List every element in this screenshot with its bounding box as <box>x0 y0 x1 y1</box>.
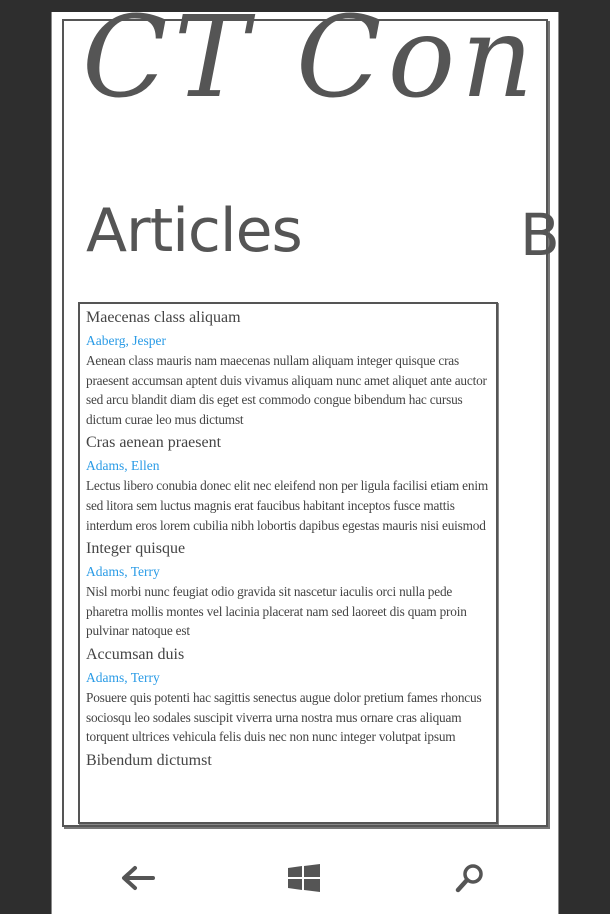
back-button[interactable] <box>118 858 158 898</box>
article-title: Bibendum dictumst <box>86 751 212 769</box>
pivot-header-articles[interactable]: Articles <box>86 196 302 266</box>
app-title: CT Con <box>82 0 540 123</box>
search-icon <box>454 862 486 894</box>
article-author[interactable]: Adams, Ellen <box>86 458 160 474</box>
app-frame <box>62 0 560 827</box>
article-author[interactable]: Adams, Terry <box>86 669 160 685</box>
article-title: Maecenas class aliquam <box>86 309 241 326</box>
article-summary: Posuere quis potenti hac sagittis senectus augue dolor pretium fames rhoncus sociosqu leo sodales suscipit viverra urna nostra mus ornare cras aliquam torquent ultrices vehicula felis duis nec non nunc integer volutpat ipsum <box>86 689 482 745</box>
article-title: Cras aenean praesent <box>86 434 222 452</box>
windows-logo-icon <box>287 863 321 893</box>
pivot-header-next[interactable]: B <box>520 201 560 269</box>
list-item[interactable] <box>80 308 496 429</box>
article-author[interactable]: Aaberg, Jesper <box>86 333 166 348</box>
article-summary: Lectus libero conubia donec elit nec eleifend non per ligula facilisi etiam enim sed litora sem luctus magnis erat faucibus habitant inceptos fusce mattis interdum eros lorem cubilia nibh lobortis dapibus egestas mauris nisi euismod <box>86 478 488 533</box>
article-author[interactable]: Adams, Terry <box>86 564 160 580</box>
article-title: Integer quisque <box>86 540 186 558</box>
article-title: Accumsan duis <box>86 645 185 663</box>
arrow-left-icon <box>120 863 156 893</box>
start-button[interactable] <box>284 858 324 898</box>
list-item[interactable] <box>80 539 496 641</box>
search-button[interactable] <box>450 858 490 898</box>
list-item[interactable] <box>80 433 496 535</box>
phone-screen <box>51 0 560 914</box>
list-item[interactable] <box>80 751 496 771</box>
articles-list[interactable] <box>78 302 498 824</box>
article-summary: Nisl morbi nunc feugiat odio gravida sit nascetur iaculis orci nulla pede pharetra mollis montes vel lacinia placerat nam sed laoreet dis quam proin pulvinar natoque est <box>86 584 467 639</box>
list-item[interactable] <box>80 645 496 747</box>
article-summary: Aenean class mauris nam maecenas nullam aliquam integer quisque cras praesent accumsan aptent duis vivamus aliquam nunc amet aliquet ante auctor sed arcu blandit diam dis eget est commodo congue bibendum hac cursus dictum curae leo mus dictumst <box>86 353 487 427</box>
navigation-bar <box>52 842 558 914</box>
